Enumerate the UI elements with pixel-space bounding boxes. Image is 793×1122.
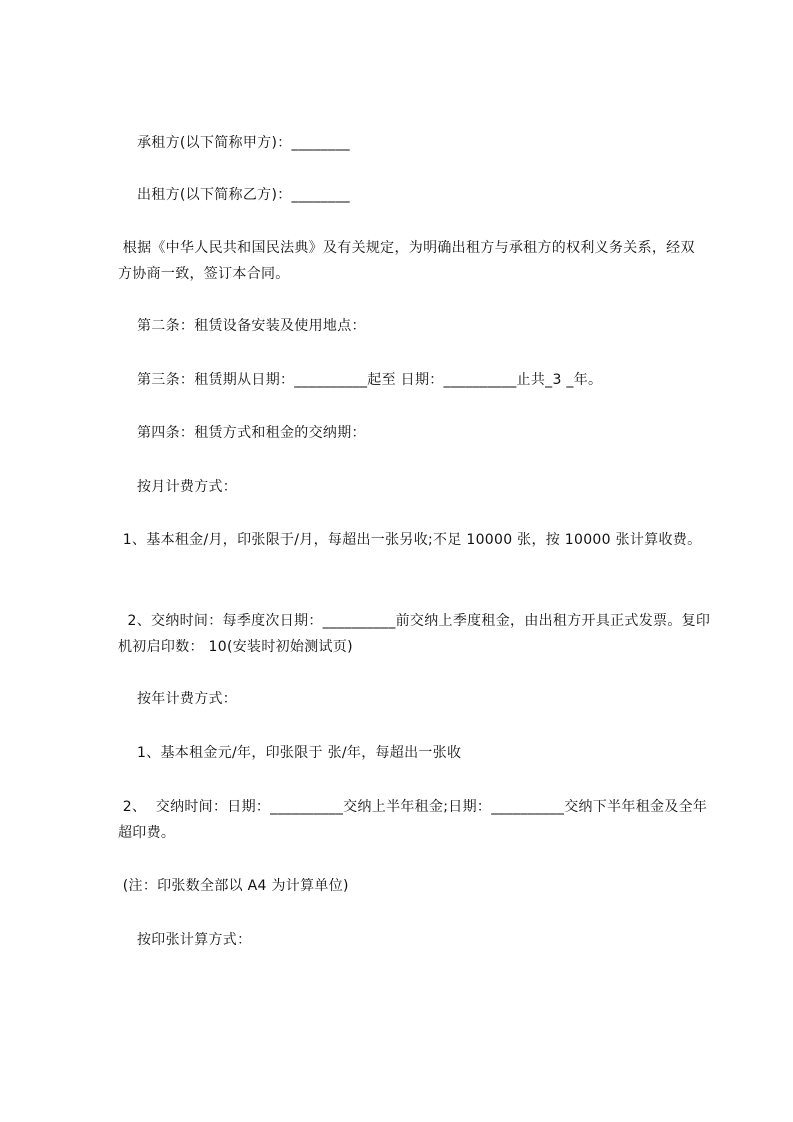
lessor-line: 出租方(以下简称乙方)：________ <box>137 187 350 203</box>
yearly-item-2: 2、 交纳时间：日期：__________交纳上半年租金;日期：__________交纳下半年租金及全年超印费。 <box>118 799 708 841</box>
note-line: (注：印张数全部以 A4 为计算单位) <box>118 878 349 894</box>
yearly-heading: 按年计费方式： <box>137 691 238 707</box>
yearly-item-1: 1、基本租金元/年，印张限于 张/年，每超出一张收 <box>137 745 462 761</box>
monthly-item-2: 2、交纳时间：每季度次日期：__________前交纳上季度租金，由出租方开具正式发票。复印机初启印数： 10(安装时初始测试页) <box>118 613 711 655</box>
monthly-item-1: 1、基本租金/月，印张限于/月，每超出一张另收;不足 10000 张，按 10000 张计算收费。 <box>118 532 702 548</box>
article-4-line: 第四条：租赁方式和租金的交纳期： <box>137 425 366 441</box>
lessee-line: 承租方(以下简称甲方)：________ <box>137 135 350 151</box>
article-2-line: 第二条：租赁设备安装及使用地点： <box>137 318 366 334</box>
article-3-line: 第三条：租赁期从日期：__________起至 日期：__________止共_3 _年。 <box>137 372 603 388</box>
preamble-paragraph: 根据《中华人民共和国民法典》及有关规定，为明确出租方与承租方的权利义务关系，经双方协商一致，签订本合同。 <box>118 240 695 282</box>
sheet-heading: 按印张计算方式： <box>137 932 252 948</box>
monthly-heading: 按月计费方式： <box>137 479 238 495</box>
